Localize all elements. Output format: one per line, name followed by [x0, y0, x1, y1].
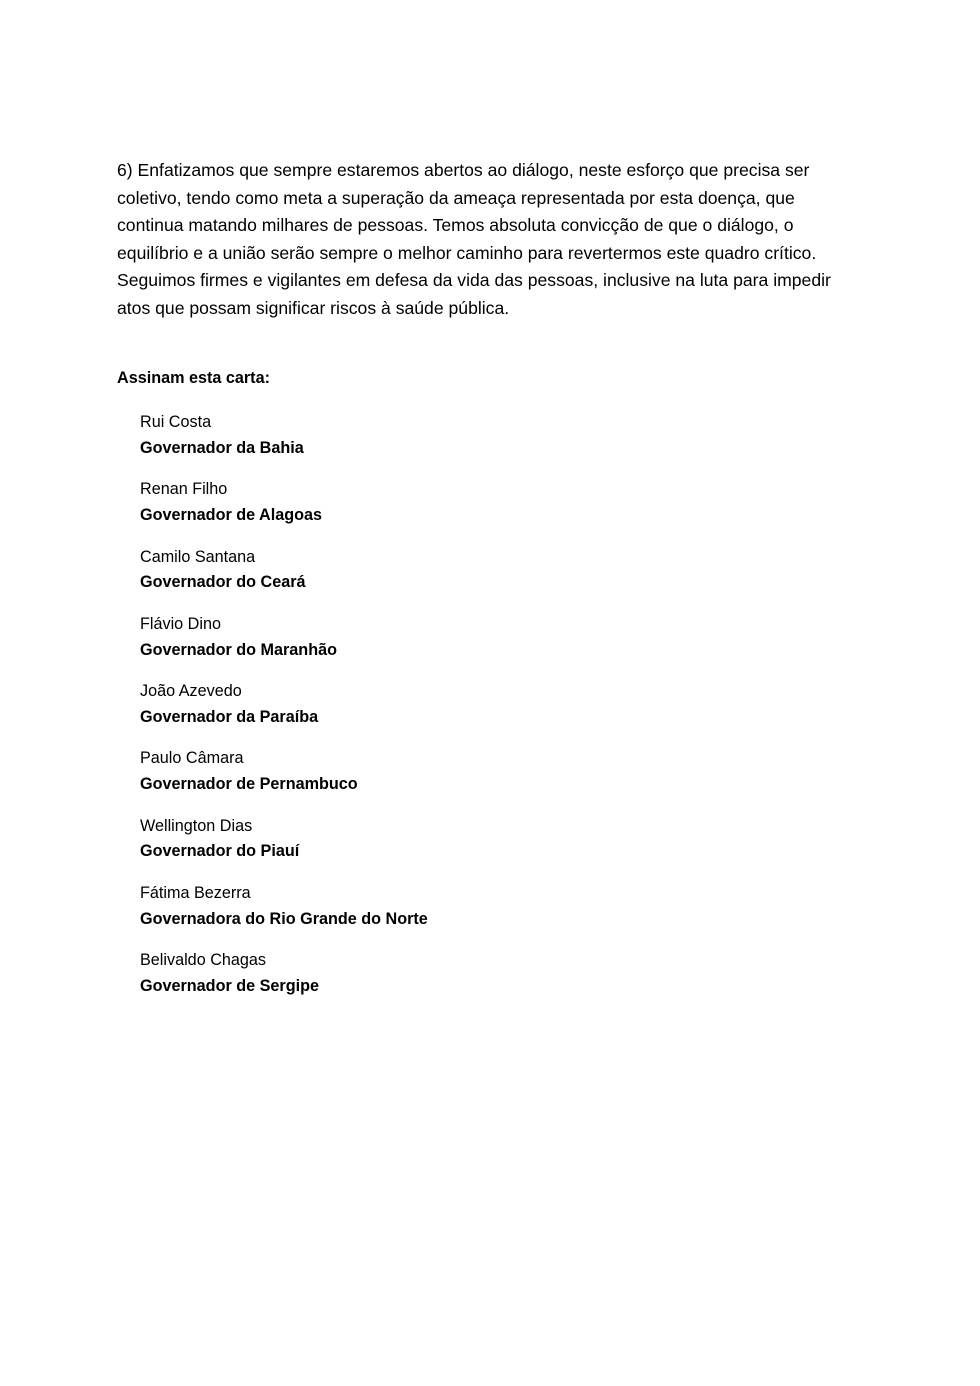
signer-title: Governador do Ceará [140, 573, 306, 592]
signer-title: Governador de Alagoas [140, 506, 323, 524]
signer-entry [140, 746, 428, 813]
paragraph-line: atos que possam significar riscos à saúde pública. [117, 297, 510, 318]
signers-heading: Assinam esta carta: [117, 369, 270, 387]
paragraph-item-6 [117, 157, 857, 323]
signer-name: Fátima Bezerra [140, 884, 251, 903]
signer-title: Governador da Bahia [140, 438, 304, 457]
signer-name: Camilo Santana [140, 547, 256, 566]
paragraph-line: Seguimos firmes e vigilantes em defesa da vida das pessoas, inclusive na luta para impedir [117, 270, 831, 291]
signer-title: Governador do Maranhão [140, 640, 337, 659]
signers-list [140, 410, 428, 1016]
signer-title: Governador do Piauí [140, 842, 300, 861]
signer-entry [140, 814, 428, 881]
paragraph-line: equilíbrio e a união serão sempre o melhor caminho para revertermos este quadro crítico. [117, 242, 817, 263]
signer-entry [140, 948, 428, 1015]
paragraph-line: continua matando milhares de pessoas. Temos absoluta convicção de que o diálogo, o [117, 215, 794, 236]
signer-name: Rui Costa [140, 413, 212, 431]
signer-title: Governadora do Rio Grande do Norte [140, 909, 428, 928]
paragraph-line: coletivo, tendo como meta a superação da ameaça representada por esta doença, que [117, 187, 795, 208]
paragraph-line: 6) Enfatizamos que sempre estaremos abertos ao diálogo, neste esforço que precisa ser [117, 160, 810, 180]
signer-name: Paulo Câmara [140, 749, 244, 768]
signer-entry [140, 612, 428, 679]
signer-entry [140, 679, 428, 746]
signer-name: Wellington Dias [140, 816, 253, 835]
signer-entry [140, 545, 428, 612]
signer-name: Belivaldo Chagas [140, 951, 266, 970]
signer-name: Renan Filho [140, 480, 228, 499]
signer-title: Governador da Paraíba [140, 707, 319, 726]
signer-name: Flávio Dino [140, 614, 221, 633]
signer-entry [140, 477, 428, 544]
signer-title: Governador de Pernambuco [140, 775, 358, 794]
signer-entry [140, 881, 428, 948]
signer-title: Governador de Sergipe [140, 977, 320, 996]
signer-name: João Azevedo [140, 682, 242, 701]
signer-entry [140, 410, 428, 477]
